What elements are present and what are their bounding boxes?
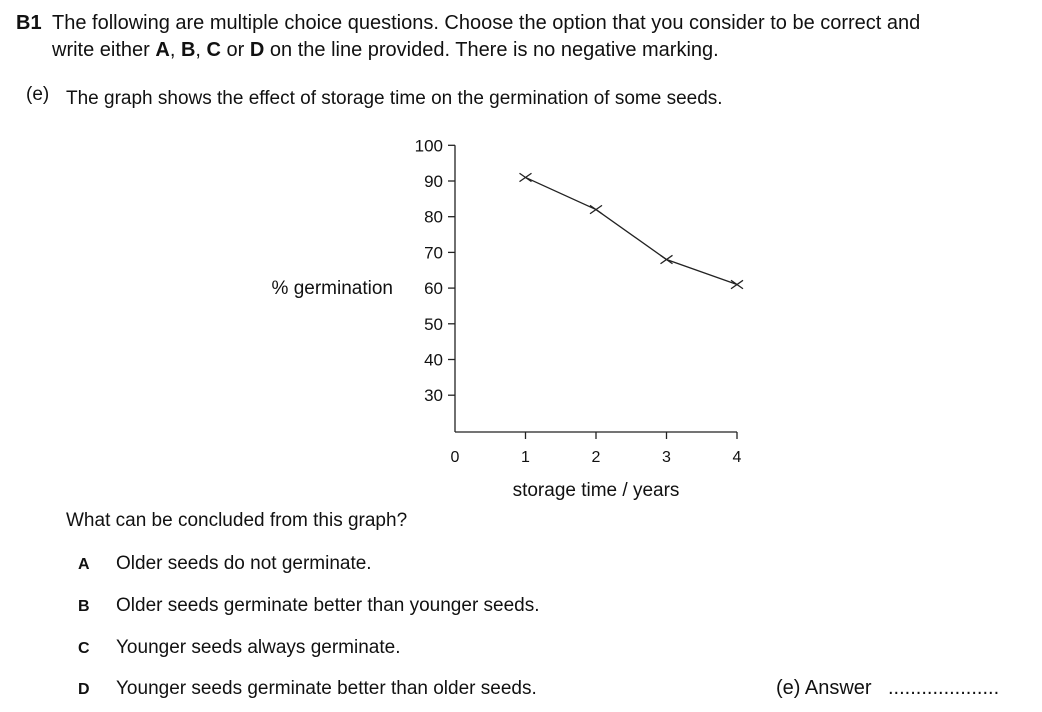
answer-label: (e) Answer	[776, 677, 872, 699]
question-number: B1	[16, 12, 42, 34]
answer-line[interactable]: ....................	[888, 677, 1000, 699]
instructions-line-1: The following are multiple choice questions. Choose the option that you consider to be correct and	[52, 12, 921, 34]
y-tick-label-60: 60	[424, 279, 443, 299]
option-letter-d: D	[249, 39, 265, 61]
chart-layer	[272, 136, 743, 501]
option-b-text: Older seeds germinate better than younger seeds.	[116, 595, 540, 616]
y-tick-label-90: 90	[424, 172, 443, 191]
data-point-x1	[520, 173, 532, 181]
y-tick-label-50: 50	[424, 314, 443, 334]
x-tick-label-0: 0	[450, 449, 460, 466]
x-tick-label-2: 2	[591, 449, 601, 466]
data-point-x2	[590, 205, 602, 213]
series-line-0	[526, 177, 738, 284]
instructions-line-2: write either A, B, C or D on the line provided. There is no negative marking.	[52, 39, 719, 61]
data-point-x4	[731, 280, 743, 288]
question-part-label: (e)	[26, 84, 50, 105]
question-stem: The graph shows the effect of storage time on the germination of some seeds.	[66, 88, 723, 109]
option-letter-c: C	[206, 39, 221, 61]
data-point-x3	[661, 255, 673, 263]
option-a-text: Older seeds do not germinate.	[116, 553, 372, 574]
option-letter-a: A	[155, 39, 170, 61]
y-axis-label: % germination	[271, 278, 393, 300]
option-d-text: Younger seeds germinate better than older seeds.	[116, 678, 537, 699]
option-letter-b: B	[180, 39, 196, 61]
option-d-letter: D	[78, 681, 90, 698]
y-tick-label-40: 40	[424, 350, 443, 370]
y-tick-label-80: 80	[424, 207, 443, 227]
option-c-letter: C	[78, 640, 90, 657]
option-b-letter: B	[78, 598, 90, 615]
y-tick-label-100: 100	[414, 136, 443, 156]
x-tick-label-4: 4	[732, 449, 742, 466]
option-a-letter: A	[78, 556, 90, 573]
option-c-text: Younger seeds always germinate.	[116, 637, 401, 658]
x-axis-label: storage time / years	[512, 480, 680, 501]
y-tick-label-70: 70	[424, 243, 443, 263]
y-tick-label-30: 30	[424, 386, 443, 406]
x-tick-label-3: 3	[662, 449, 671, 466]
x-tick-label-1: 1	[521, 449, 530, 466]
question-prompt: What can be concluded from this graph?	[66, 510, 408, 531]
